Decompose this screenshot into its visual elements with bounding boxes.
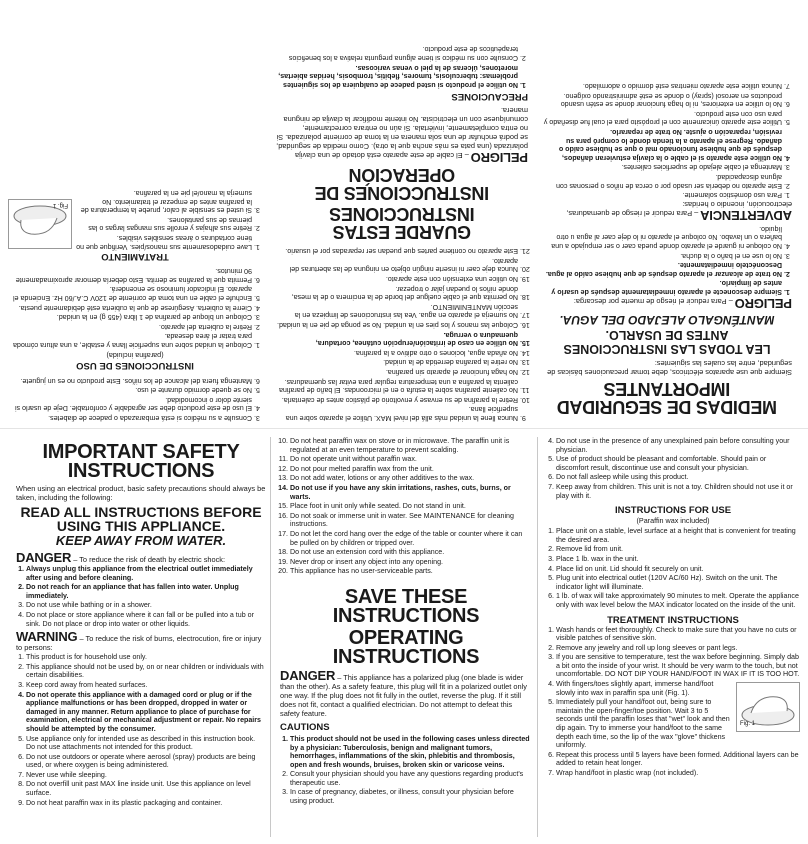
list-item: 3. No lo use en el baño o la ducha.: [542, 251, 782, 260]
en-read-instructions: READ ALL INSTRUCTIONS BEFORE USING THIS APPLIANCE.: [20, 504, 262, 534]
list-item: 5. Use of product should be pleasant and comfortable. Should pain or discomfort result, discontinue use and consult your physician.: [556, 455, 800, 472]
en-treatment-list: [546, 626, 800, 778]
es-health-list: [8, 376, 262, 422]
list-item: 1. Always unplug this appliance from the electrical outlet immediately after using and before cleaning.: [26, 565, 266, 582]
en-figure-1: [736, 682, 800, 732]
es-cautions-heading: PRECAUCIONES: [451, 90, 528, 102]
es-title: MEDIDAS DE SEGURIDAD IMPORTANTES: [556, 379, 778, 417]
list-item: 4. Place lid on unit. Lid should fit securely on unit.: [556, 565, 800, 574]
en-treatment-heading: TREATMENT INSTRUCTIONS: [607, 614, 739, 626]
en-warning-list: [16, 653, 266, 807]
es-use-sub: (parafina incluida): [106, 351, 164, 361]
list-item: 2. No trate de alcanzar el aparato después de que hubiese caído al agua. Desconéctelo inmediatamente.: [542, 261, 782, 278]
list-item: 1. Place unit on a stable, level surface at a height that is convenient for treating the desired area.: [556, 527, 800, 544]
list-item: 3. Consulte a su médico si está embarazada o padece de diabetes.: [8, 413, 252, 422]
en-danger-heading: DANGER – To reduce the risk of death by electric shock:: [16, 550, 226, 565]
list-item: 4. El uso de este producto debe ser agradable y confortable. Deje de usarlo si siente dolor o incomodidad.: [8, 395, 252, 412]
en-warning-heading: WARNING – To reduce the risk of burns, electrocution, fire or injury to persons:: [16, 629, 262, 653]
list-item: 4. Do not use in the presence of any unexplained pain before consulting your physician.: [556, 437, 800, 454]
list-item: 2. Retire sus alhajas y enrolle sus mangas largas o las piernas de sus pantalones.: [8, 215, 252, 232]
es-polarized-danger: PELIGRO – El cable de este aparato está dotado de una clavija polarizada (una pata es más ancha que la otra). Como medida de seguridad, se podrá enchufar de una sola manera en la toma de corriente polarizada. Si no entra completamente, inviértala. Si aún no entrara correctamente, comuníquese con un electricista. No intente modificar la clavija de ninguna manera.: [276, 105, 528, 165]
list-item: 12. Do not pour melted paraffin wax from the unit.: [290, 465, 532, 474]
es-use-heading: INSTRUCCIONES DE USO: [76, 360, 194, 372]
list-item: 3. If you are sensitive to temperature, test the wax before beginning. Simply dab a bit onto the inside of your wrist. It should be very warm to the touch, but not uncomfortable. DO NOT DIP YOUR HAND/FOOT IN WAX IF IT IS TOO HOT.: [556, 653, 800, 679]
list-item: 3. Keep cord away from heated surfaces.: [26, 681, 266, 690]
list-item: 3. Do not use while bathing or in a shower.: [26, 601, 266, 610]
fold-line: [0, 428, 808, 429]
en-use-sub: (Paraffin wax included): [636, 516, 710, 526]
en-cautions-list: [280, 735, 532, 806]
en-save-instructions: SAVE THESE INSTRUCTIONS: [332, 585, 480, 627]
es-treatment-heading: TRATAMIENTO: [101, 250, 169, 262]
list-item: 1. Coloque la unidad sobre una superficie llana y estable, a una altura cómoda para tratar el área deseada.: [8, 332, 252, 349]
list-item: 2. This appliance should not be used by, on or near children or individuals with certain disabilities.: [26, 663, 266, 680]
list-item: 20. Nunca deje caer ni inserte ningún objeto en ninguna de las aberturas del aparato.: [276, 256, 518, 273]
list-item: 2. Remove any jewelry and roll up long sleeves or pant legs.: [556, 644, 800, 653]
list-item: 4. No utilice este aparato si el cable o la clavija estuvieran dañados, después de que hubiese funcionado mal o que se hubiese caído o dañado. Regrese el aparato a la tienda donde lo compró para su revisión, reparación o ajuste. No trate de repararlo.: [542, 128, 782, 162]
list-item: 8. Do not overfill unit past MAX line inside unit. Use this appliance on level surface.: [26, 780, 266, 797]
list-item: 1. Para uso doméstico solamente.: [542, 191, 782, 200]
en-keep-away-water: KEEP AWAY FROM WATER.: [55, 533, 227, 548]
list-item: 1. This product should not be used in the following cases unless directed by a physician: Tuberculosis, benign and malignant tumors, hemorrhages, inflammations of the skin, phlebitis and thrombosis, open and fresh wounds, bruises, broken skin or varicose veins.: [290, 735, 532, 769]
en-cautions-heading: CAUTIONS: [280, 721, 330, 733]
es-danger-heading: PELIGRO – Para reducir el riesgo de muerte por descarga:: [573, 296, 792, 311]
en-use-heading: INSTRUCTIONS FOR USE: [614, 505, 732, 517]
es-cautions-list: [276, 45, 528, 89]
list-item: 5. Immediately pull your hand/foot out, being sure to maintain the open-finger/toe position. Wait 3 to 5 seconds until the paraffin loses that "wet" look and then dip again. Try to immerse your hand/foot to the same depth each time, so the lip of the wax "glove" thickens uniformly.: [556, 698, 800, 750]
list-item: 16. Do not soak or immerse unit in water. See MAINTENANCE for cleaning instructions.: [290, 512, 532, 529]
list-item: 6. No lo utilice en exteriores, ni lo haga funcionar donde se estén usando productos en aerosol (spray) o donde se esté administrando oxígeno.: [542, 91, 782, 108]
en-title: IMPORTANT SAFETY INSTRUCTIONS: [42, 441, 240, 482]
list-item: 19. Never drop or insert any object into any opening.: [290, 558, 532, 567]
list-item: 21. Este aparato no contiene partes que puedan ser reparadas por el usuario.: [276, 247, 518, 256]
es-keep-away-water: MANTÉNGALO ALEJADO DEL AGUA.: [559, 313, 775, 327]
es-save-instructions: GUARDE ESTAS INSTRUCCIONES: [329, 203, 475, 242]
list-item: 7. Nunca utilice este aparato mientras esté dormido o adormilado.: [542, 82, 782, 91]
list-item: 14. Do not use if you have any skin irritations, rashes, cuts, burns, or warts.: [290, 484, 532, 501]
es-read-instructions: LEA TODAS LAS INSTRUCCIONES ANTES DE USARLO.: [563, 328, 771, 356]
es-danger-list: [542, 224, 792, 296]
es-column-1: [538, 0, 808, 422]
list-item: 9. Nunca llene la unidad más allá del nivel MAX. Utilice el aparato sobre una superficie llana.: [276, 405, 518, 422]
list-item: 1. This product is for household use only.: [26, 653, 266, 662]
list-item: 6. Mantenga fuera del alcance de los niños. Este producto no es un juguete.: [8, 376, 252, 385]
es-warning-list: [542, 82, 792, 200]
list-item: 1. Siempre desconecte el aparato inmediatamente después de usarlo y antes de limpiarlo.: [542, 279, 782, 296]
list-item: 5. Enchufe el cable en una toma de corriente de 120V C.A./60 Hz. Encienda el aparato. El indicador luminoso se encenderá.: [8, 285, 252, 302]
list-item: 19. No utilice una extensión con este aparato.: [276, 275, 518, 284]
list-item: 11. No caliente parafina sobre la estufa o en el microondas. El baño de parafina calienta la parafina a una temperatura regular para evitar las quemaduras.: [276, 377, 518, 394]
list-item: 7. Wrap hand/foot in plastic wrap (not included).: [556, 769, 800, 778]
list-item: 7. Keep away from children. This unit is not a toy. Children should not use it or play with it.: [556, 483, 800, 500]
en-health-list: [546, 437, 800, 500]
column-divider: [270, 437, 271, 837]
list-item: 15. Place foot in unit only while seated. Do not stand in unit.: [290, 502, 532, 511]
es-column-3: [0, 0, 270, 422]
list-item: 1. Wash hands or feet thoroughly. Check to make sure that you have no cuts or visible patches of sensitive skin.: [556, 626, 800, 643]
en-figure-label: 4. Fig. 1: [740, 721, 756, 728]
list-item: 18. Do not use an extension cord with this appliance.: [290, 548, 532, 557]
es-figure-1: [8, 199, 72, 249]
list-item: 15. No utilice en caso de irritación/erupción cutánea, cortadura, quemadura o verruga.: [276, 330, 518, 347]
list-item: 18. No permita que el cable cuelgue del borde de la encimera o de la mesa, donde niños lo puedan jalar o tropezar.: [276, 284, 518, 301]
es-intro: Siempre que use aparatos eléctricos, debe tomar precauciones básicas de seguridad, entre las cuales las siguientes:: [547, 359, 792, 377]
list-item: 1. Lave cuidadosamente sus manos/pies. Verifique que no tiene cortaduras o áreas sensibles visibles.: [8, 234, 252, 251]
en-column-1: [0, 437, 270, 844]
list-item: 7. Never use while sleeping.: [26, 771, 266, 780]
list-item: 13. Do not add water, lotions or any other additives to the wax.: [290, 474, 532, 483]
list-item: 14. No añada agua, lociones o otro aditivo a la parafina.: [276, 348, 518, 357]
list-item: 6. 1 lb. of wax will take approximately 90 minutes to melt. Operate the appliance only with wax level below the MAX indicator located on the inside of the unit.: [556, 592, 800, 609]
list-item: 2. Retire la cubierta del aparato.: [8, 322, 252, 331]
list-item: 16. Coloque las manos y los pies en la unidad. No se ponga de pie en la unidad.: [276, 320, 518, 329]
list-item: 11. Do not operate unit without paraffin wax.: [290, 455, 532, 464]
list-item: 12. No haga funcionar el aparato sin parafina.: [276, 367, 518, 376]
list-item: 5. Plug unit into electrical outlet (120V AC/60 Hz). Switch on the unit. The indicator light will illuminate.: [556, 574, 800, 591]
list-item: 2. Do not reach for an appliance that has fallen into water. Unplug immediately.: [26, 583, 266, 600]
es-column-2: [272, 0, 536, 422]
list-item: 4. Do not operate this appliance with a damaged cord or plug or if the appliance malfunctions or has been dropped, dropped in water or damaged in any manner. Return appliance to place of purchase for examination, electrical or mechanical adjustment or repair. No repairs should be attempted by the consumer.: [26, 691, 266, 734]
list-item: 4. Cierre la cubierta. Asegúrese de que la cubierta esté debidamente puesta.: [8, 303, 252, 312]
es-safety-list-continued: [276, 247, 528, 422]
list-item: 13. No retire la parafina derretida de la unidad.: [276, 358, 518, 367]
list-item: 2. Remove lid from unit.: [556, 545, 800, 554]
es-operating-instructions: INSTRUCCIONES DE OPERACIÓN: [314, 164, 490, 203]
list-item: 17. Do not let the cord hang over the edge of the table or counter where it can be pulled on by children or tripped over.: [290, 530, 532, 547]
list-item: 5. Use appliance only for intended use as described in this instruction book. Do not use attachments not intended for this product.: [26, 735, 266, 752]
list-item: 2. Consulte con su médico si tiene alguna pregunta relativa a los beneficios terapéuticos de este producto.: [276, 45, 518, 62]
list-item: 6. Permita que la parafina se derrita. Esto debería demorar aproximadamente 90 minutos.: [8, 267, 252, 284]
list-item: 5. Utilice este aparato únicamente con el propósito para el cual fue diseñado y para uso con este producto.: [542, 109, 782, 126]
list-item: 4. Do not place or store appliance where it can fall or be pulled into a tub or sink. Do not place or drop into water or other liquids.: [26, 611, 266, 628]
en-intro: When using an electrical product, basic safety precautions should always be taken, including the following:: [16, 484, 266, 502]
es-use-list: [8, 267, 262, 349]
en-column-2: [272, 437, 536, 844]
list-item: 10. Retire la parafina de su envase y envoltorio de plástico antes de calentarla.: [276, 395, 518, 404]
list-item: 2. Consult your physician should you have any questions regarding product's therapeutic use.: [290, 770, 532, 787]
list-item: 17. No sumerja el aparato en agua. Vea las instrucciones de limpieza en la sección MANTENIMIENTO.: [276, 302, 518, 319]
list-item: 6. Do not fall asleep while using this product.: [556, 473, 800, 482]
en-use-list: [546, 527, 800, 609]
list-item: 9. Do not heat paraffin wax in its plastic packaging and container.: [26, 799, 266, 808]
list-item: 4. No coloque ni guarde el aparato donde pueda caer o ser empujado a una bañera o un lavabo. No coloque el aparato ni lo deje caer al agua u otro líquido.: [542, 224, 782, 250]
es-warning-heading: ADVERTENCIA – Para reducir el riesgo de quemaduras, electrocución, incendio o heridas:: [566, 200, 792, 224]
list-item: 3. In case of pregnancy, diabetes, or illness, consult your physician before using product.: [290, 788, 532, 805]
en-column-3: [538, 437, 808, 844]
list-item: 3. Mantenga el cable alejado de superficies calientes.: [542, 163, 782, 172]
en-operating-instructions: OPERATING INSTRUCTIONS: [332, 626, 480, 668]
list-item: 3. Coloque un bloque de parafina de 1 libra (455 g) en la unidad.: [8, 313, 252, 322]
list-item: 10. Do not heat paraffin wax on stove or in microwave. The paraffin unit is regulated at an even temperature to prevent scalding.: [290, 437, 532, 454]
list-item: 20. This appliance has no user-serviceable parts.: [290, 567, 532, 576]
list-item: 6. Do not use outdoors or operate where aerosol (spray) products are being used, or where oxygen is being administered.: [26, 753, 266, 770]
es-figure-label: Fig. 1: [52, 201, 68, 208]
list-item: 4. Fig. 1 With fingers/toes slightly apart, immerse hand/foot slowly into wax in paraffin spa unit (Fig. 1).: [556, 680, 800, 697]
list-item: 1. No utilice el producto si usted padece de cualquiera de los siguientes problemas: tuberculosis, tumores, flebitis, trombosis, heridas abiertas, moretones, úlceras de la piel o venas varicosas.: [276, 63, 518, 89]
en-safety-list-continued: [280, 437, 532, 576]
en-polarized-danger: DANGER – This appliance has a polarized plug (one blade is wider than the other). As a safety feature, this plug will fit in a polarized outlet only one way. If the plug does not fit fully in the outlet, reverse the plug. If it still does not fit, contact a qualified electrician. Do not attempt to defeat this safety feature.: [280, 667, 527, 718]
list-item: 5. No se quede dormido durante el uso.: [8, 386, 252, 395]
list-item: 3. Place 1 lb. wax in the unit.: [556, 555, 800, 564]
list-item: 6. Repeat this process until 5 layers have been formed. Additional layers can be added to retain heat longer.: [556, 751, 800, 768]
list-item: 3. Si usted es sensible al calor, pruebe la temperatura de la parafina antes de empezar el tratamiento. No sumerja la mano/el pie en la parafina.: [8, 189, 252, 215]
en-danger-list: [16, 565, 266, 628]
list-item: 2. Este aparato no debería ser usado por o cerca de niños o personas con alguna discapacidad.: [542, 172, 782, 189]
